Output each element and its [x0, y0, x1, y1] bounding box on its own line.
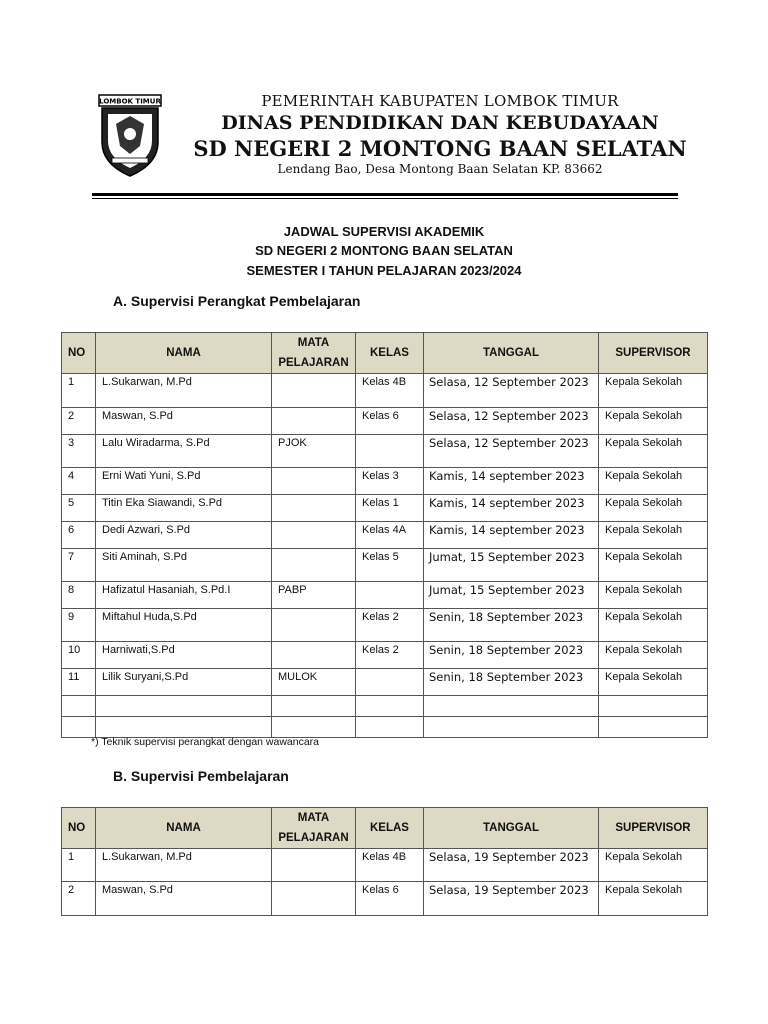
letterhead-rule-thin: [92, 198, 678, 199]
cell-tanggal: Senin, 18 September 2023: [424, 609, 599, 642]
table-row: [62, 582, 708, 609]
cell-empty: [272, 696, 356, 717]
cell-empty: [424, 696, 599, 717]
cell-nama: L.Sukarwan, M.Pd: [96, 849, 272, 882]
cell-tanggal: Kamis, 14 september 2023: [424, 468, 599, 495]
cell-tanggal: Kamis, 14 september 2023: [424, 522, 599, 549]
letterhead-government: PEMERINTAH KABUPATEN LOMBOK TIMUR: [261, 92, 619, 110]
table-row: [62, 468, 708, 495]
cell-mapel: [272, 849, 356, 882]
table-row: [62, 849, 708, 882]
cell-supervisor: Kepala Sekolah: [599, 522, 708, 549]
letterhead-department: DINAS PENDIDIKAN DAN KEBUDAYAAN: [221, 112, 659, 134]
cell-mapel: [272, 468, 356, 495]
cell-no: 2: [62, 408, 96, 435]
cell-empty: [356, 696, 424, 717]
cell-tanggal: Selasa, 12 September 2023: [424, 435, 599, 468]
cell-no: 6: [62, 522, 96, 549]
cell-nama: Erni Wati Yuni, S.Pd: [96, 468, 272, 495]
cell-mapel: [272, 882, 356, 916]
cell-supervisor: Kepala Sekolah: [599, 609, 708, 642]
col-header-supervisor: SUPERVISOR: [599, 333, 708, 374]
cell-no: 3: [62, 435, 96, 468]
cell-kelas: Kelas 6: [356, 882, 424, 916]
table-row: [62, 495, 708, 522]
cell-nama: Maswan, S.Pd: [96, 408, 272, 435]
table-row: [62, 549, 708, 582]
cell-supervisor: Kepala Sekolah: [599, 849, 708, 882]
cell-empty: [272, 717, 356, 738]
section-b-heading: B. Supervisi Pembelajaran: [113, 768, 289, 784]
cell-tanggal: Senin, 18 September 2023: [424, 669, 599, 696]
cell-supervisor: Kepala Sekolah: [599, 642, 708, 669]
footnote: *) Teknik supervisi perangkat dengan wawancara: [91, 736, 320, 748]
cell-no: 9: [62, 609, 96, 642]
cell-supervisor: Kepala Sekolah: [599, 669, 708, 696]
cell-tanggal: Jumat, 15 September 2023: [424, 549, 599, 582]
col-header-kelas: KELAS: [356, 808, 424, 849]
cell-empty: [96, 696, 272, 717]
cell-empty: [599, 696, 708, 717]
table-row: [62, 882, 708, 916]
table-row-empty: [62, 717, 708, 738]
letterhead-school: SD NEGERI 2 MONTONG BAAN SELATAN: [193, 136, 687, 161]
cell-nama: Maswan, S.Pd: [96, 882, 272, 916]
cell-no: 10: [62, 642, 96, 669]
cell-no: 8: [62, 582, 96, 609]
letterhead-address: Lendang Bao, Desa Montong Baan Selatan KP. 83662: [277, 162, 603, 176]
document-subtitle-semester: SEMESTER I TAHUN PELAJARAN 2023/2024: [246, 263, 522, 278]
cell-kelas: Kelas 2: [356, 642, 424, 669]
table-row: [62, 669, 708, 696]
cell-mapel: [272, 522, 356, 549]
table-row: [62, 522, 708, 549]
document-subtitle-school: SD NEGERI 2 MONTONG BAAN SELATAN: [255, 243, 513, 258]
cell-mapel: [272, 549, 356, 582]
cell-kelas: Kelas 5: [356, 549, 424, 582]
cell-no: 11: [62, 669, 96, 696]
cell-nama: Lilik Suryani,S.Pd: [96, 669, 272, 696]
cell-tanggal: Selasa, 19 September 2023: [424, 882, 599, 916]
table-row: [62, 408, 708, 435]
cell-supervisor: Kepala Sekolah: [599, 374, 708, 408]
cell-mapel: [272, 374, 356, 408]
cell-no: 1: [62, 849, 96, 882]
cell-kelas: [356, 582, 424, 609]
cell-supervisor: Kepala Sekolah: [599, 435, 708, 468]
cell-nama: Dedi Azwari, S.Pd: [96, 522, 272, 549]
cell-empty: [62, 696, 96, 717]
lombok-timur-emblem: [98, 94, 162, 178]
cell-mapel: [272, 495, 356, 522]
col-header-no: NO: [62, 808, 96, 849]
col-header-no: NO: [62, 333, 96, 374]
col-header-mapel: MATA PELAJARAN: [272, 333, 356, 374]
cell-nama: Lalu Wiradarma, S.Pd: [96, 435, 272, 468]
cell-kelas: [356, 435, 424, 468]
cell-no: 1: [62, 374, 96, 408]
cell-nama: Titin Eka Siawandi, S.Pd: [96, 495, 272, 522]
cell-mapel: MULOK: [272, 669, 356, 696]
cell-supervisor: Kepala Sekolah: [599, 882, 708, 916]
table-row-empty: [62, 696, 708, 717]
cell-supervisor: Kepala Sekolah: [599, 582, 708, 609]
cell-mapel: PABP: [272, 582, 356, 609]
cell-empty: [599, 717, 708, 738]
cell-nama: Hafizatul Hasaniah, S.Pd.I: [96, 582, 272, 609]
cell-supervisor: Kepala Sekolah: [599, 549, 708, 582]
table-section-b: [61, 807, 708, 916]
table-row: [62, 642, 708, 669]
cell-kelas: Kelas 1: [356, 495, 424, 522]
document-title: JADWAL SUPERVISI AKADEMIK: [283, 224, 485, 239]
table-row: [62, 374, 708, 408]
cell-supervisor: Kepala Sekolah: [599, 468, 708, 495]
cell-empty: [356, 717, 424, 738]
col-header-supervisor: SUPERVISOR: [599, 808, 708, 849]
table-section-a: [61, 332, 708, 738]
cell-supervisor: Kepala Sekolah: [599, 495, 708, 522]
cell-no: 5: [62, 495, 96, 522]
cell-tanggal: Senin, 18 September 2023: [424, 642, 599, 669]
cell-mapel: [272, 642, 356, 669]
section-a-heading: A. Supervisi Perangkat Pembelajaran: [113, 293, 361, 309]
cell-mapel: [272, 408, 356, 435]
cell-no: 2: [62, 882, 96, 916]
cell-tanggal: Selasa, 12 September 2023: [424, 374, 599, 408]
cell-nama: L.Sukarwan, M.Pd: [96, 374, 272, 408]
cell-kelas: Kelas 4B: [356, 374, 424, 408]
table-row: [62, 609, 708, 642]
cell-tanggal: Selasa, 12 September 2023: [424, 408, 599, 435]
cell-empty: [96, 717, 272, 738]
cell-nama: Siti Aminah, S.Pd: [96, 549, 272, 582]
cell-mapel: PJOK: [272, 435, 356, 468]
cell-kelas: Kelas 2: [356, 609, 424, 642]
cell-empty: [424, 717, 599, 738]
cell-kelas: Kelas 4A: [356, 522, 424, 549]
cell-tanggal: Selasa, 19 September 2023: [424, 849, 599, 882]
cell-kelas: Kelas 6: [356, 408, 424, 435]
cell-kelas: Kelas 3: [356, 468, 424, 495]
cell-kelas: [356, 669, 424, 696]
col-header-nama: NAMA: [96, 808, 272, 849]
cell-empty: [62, 717, 96, 738]
table-row: [62, 435, 708, 468]
letterhead-rule-thick: [92, 193, 678, 196]
col-header-mapel: MATA PELAJARAN: [272, 808, 356, 849]
cell-no: 4: [62, 468, 96, 495]
cell-kelas: Kelas 4B: [356, 849, 424, 882]
col-header-kelas: KELAS: [356, 333, 424, 374]
cell-no: 7: [62, 549, 96, 582]
col-header-tanggal: TANGGAL: [424, 333, 599, 374]
cell-mapel: [272, 609, 356, 642]
cell-tanggal: Jumat, 15 September 2023: [424, 582, 599, 609]
cell-nama: Harniwati,S.Pd: [96, 642, 272, 669]
cell-supervisor: Kepala Sekolah: [599, 408, 708, 435]
cell-nama: Miftahul Huda,S.Pd: [96, 609, 272, 642]
col-header-tanggal: TANGGAL: [424, 808, 599, 849]
col-header-nama: NAMA: [96, 333, 272, 374]
cell-tanggal: Kamis, 14 september 2023: [424, 495, 599, 522]
logo-text: LOMBOK TIMUR: [99, 97, 161, 106]
